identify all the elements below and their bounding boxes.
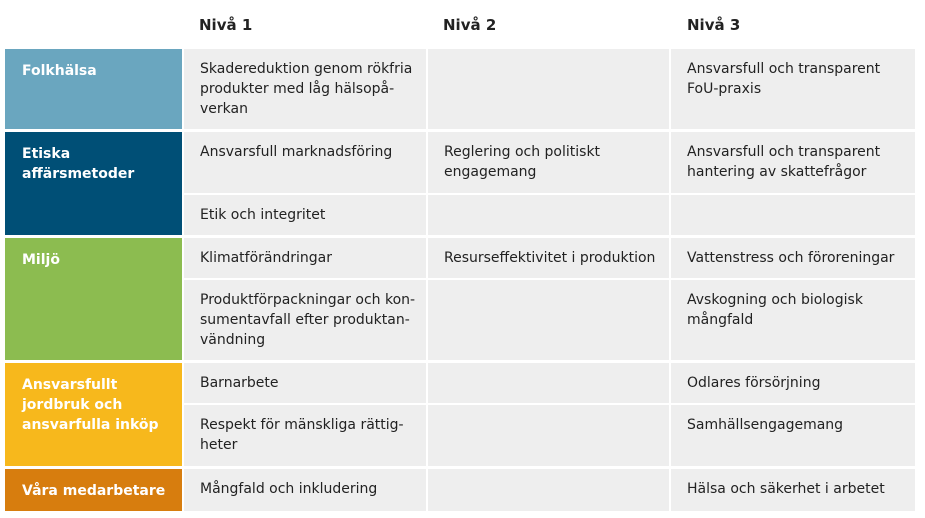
cell-jord-b-level3: Samhällsengagemang	[671, 405, 915, 466]
cell-jord-a-level3: Odlares försörjning	[671, 363, 915, 403]
cell-folkhalsa-level2	[428, 49, 669, 129]
category-vara-medarbetare: Våra medarbetare	[5, 469, 182, 511]
cell-jord-a-level1: Barnarbete	[184, 363, 426, 403]
cell-miljo-b-level3: Avskogning och biologisk mångfald	[671, 280, 915, 360]
cell-etik-a-level1: Ansvarsfull marknadsföring	[184, 132, 426, 193]
cell-miljo-b-level2	[428, 280, 669, 360]
header-level-3: Nivå 3	[687, 16, 741, 34]
cell-miljo-b-level1: Produktförpackningar och konsumentavfall efter produktanvändning	[184, 280, 426, 360]
cell-etik-b-level2	[428, 195, 669, 235]
cell-etik-a-level3: Ansvarsfull och transparent hantering av skattefrågor	[671, 132, 915, 193]
cell-etik-b-level1: Etik och integritet	[184, 195, 426, 235]
header-level-1: Nivå 1	[199, 16, 253, 34]
cell-etik-b-level3	[671, 195, 915, 235]
cell-jord-b-level1: Respekt för mänskliga rättigheter	[184, 405, 426, 466]
cell-med-level3: Hälsa och säkerhet i arbetet	[671, 469, 915, 511]
cell-miljo-a-level2: Resurseffektivitet i produktion	[428, 238, 669, 278]
cell-jord-a-level2	[428, 363, 669, 403]
cell-folkhalsa-level1: Skadereduktion genom rökfria produkter med låg hälsopåverkan	[184, 49, 426, 129]
cell-jord-b-level2	[428, 405, 669, 466]
cell-folkhalsa-level3: Ansvarsfull och transparent FoU-praxis	[671, 49, 915, 129]
cell-miljo-a-level1: Klimatförändringar	[184, 238, 426, 278]
category-folkhalsa: Folkhälsa	[5, 49, 182, 129]
category-etiska-affarsmetoder: Etiska affärsmetoder	[5, 132, 182, 235]
category-miljo: Miljö	[5, 238, 182, 360]
category-ansvarsfullt-jordbruk: Ansvarsfullt jordbruk och ansvarfulla inköp	[5, 363, 182, 466]
cell-etik-a-level2: Reglering och politiskt engagemang	[428, 132, 669, 193]
cell-miljo-a-level3: Vattenstress och föroreningar	[671, 238, 915, 278]
header-level-2: Nivå 2	[443, 16, 497, 34]
cell-med-level1: Mångfald och inkludering	[184, 469, 426, 511]
cell-med-level2	[428, 469, 669, 511]
